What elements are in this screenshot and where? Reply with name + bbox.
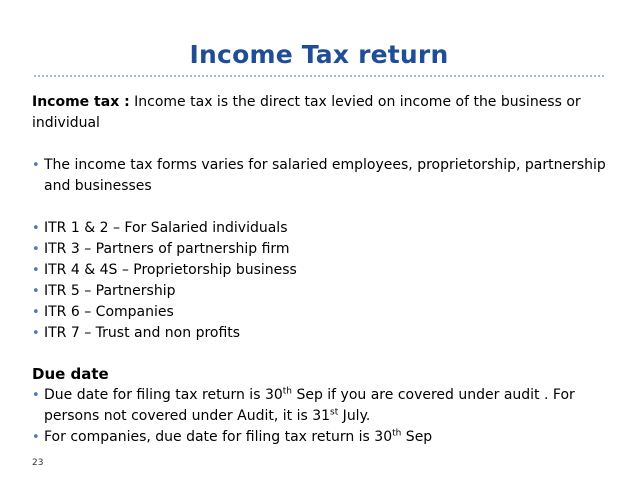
itr-list-item	[32, 218, 618, 239]
itr-list-item	[32, 281, 618, 302]
itr-item-text: ITR 1 & 2 – For Salaried individuals	[44, 220, 288, 236]
due-date-item	[32, 427, 618, 448]
bullet-icon: •	[32, 305, 40, 320]
bullet-icon: •	[32, 242, 40, 257]
itr-item-text: ITR 6 – Companies	[44, 304, 174, 320]
title-divider	[34, 75, 604, 77]
itr-item-text: ITR 7 – Trust and non profits	[44, 325, 241, 341]
page-number: 23	[32, 458, 44, 468]
bullet-icon: •	[32, 158, 40, 173]
forms-note-text: The income tax forms varies for salaried employees, proprietorship, partnership and businesses	[44, 157, 606, 194]
itr-item-text: ITR 4 & 4S – Proprietorship business	[44, 262, 297, 278]
bullet-icon: •	[32, 221, 40, 236]
bullet-icon: •	[32, 326, 40, 341]
itr-list-item	[32, 239, 618, 260]
intro-definition: Income tax is the direct tax levied on income of the business or individual	[32, 94, 581, 131]
bullet-icon: •	[32, 263, 40, 278]
due-date-heading: Due date	[32, 365, 109, 383]
forms-note-item	[32, 155, 618, 197]
itr-item-text: ITR 5 – Partnership	[44, 283, 176, 299]
due-date-text: Due date for filing tax return is 30th Sep if you are covered under audit . For persons not covered under Audit, it is 31st July.	[44, 386, 575, 424]
itr-list-item	[32, 260, 618, 281]
bullet-icon: •	[32, 430, 40, 445]
due-date-item	[32, 385, 618, 427]
slide-content	[32, 92, 618, 448]
intro-paragraph	[32, 92, 618, 134]
due-date-text: For companies, due date for filing tax return is 30th Sep	[44, 428, 433, 445]
slide-title: Income Tax return	[189, 40, 449, 69]
bullet-icon: •	[32, 388, 40, 403]
itr-item-text: ITR 3 – Partners of partnership firm	[44, 241, 290, 257]
bullet-icon: •	[32, 284, 40, 299]
itr-list-item	[32, 302, 618, 323]
itr-list-item	[32, 323, 618, 344]
intro-term: Income tax :	[32, 94, 130, 110]
